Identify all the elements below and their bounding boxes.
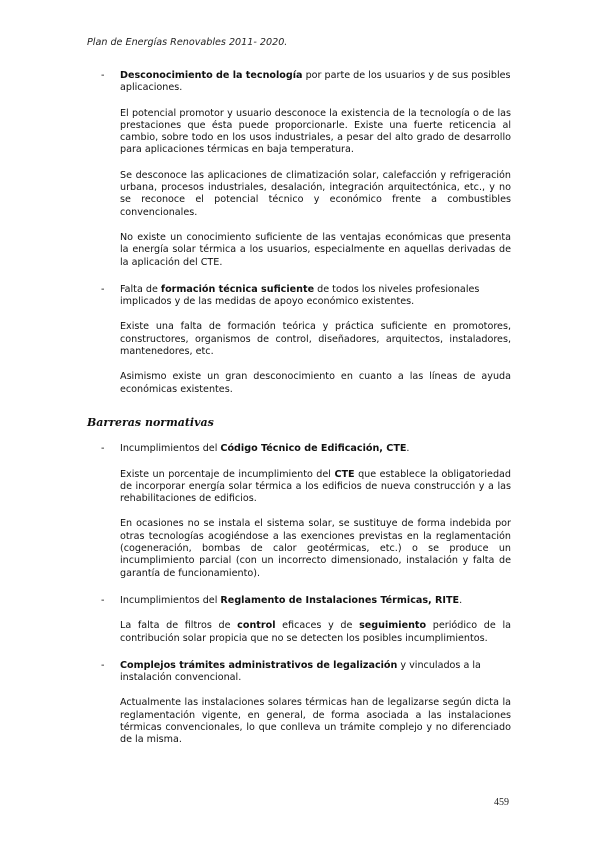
paragraph: El potencial promotor y usuario desconoce la existencia de la tecnología o de las prestaciones que ésta puede proporcionarle. Existe una fuerte reticencia al cambio, sobre todo en los usos industriales, a pesar del alto grado de desarrollo para aplicaciones térmicas en baja temperatura. bbox=[120, 107, 511, 156]
bullet-dash: - bbox=[101, 443, 105, 455]
paragraph-text: La falta de filtros de bbox=[120, 620, 238, 632]
paragraph-text: periódico de la contribución solar propicia que no se detecten los posibles incumplimientos. bbox=[120, 620, 512, 644]
bullet-bold-text: Reglamento de Instalaciones Térmicas, RITE bbox=[220, 594, 460, 606]
bullet-text: de todos los niveles profesionales implicados y de las medidas de apoyo económico existentes. bbox=[120, 283, 480, 308]
page-body bbox=[87, 70, 511, 747]
bullet-bold-text: legalización bbox=[333, 659, 398, 671]
paragraph: En ocasiones no se instala el sistema solar, se sustituye de forma indebida por otras tecnologías acogiéndose a las exenciones previstas en la reglamentación (cogeneración, bombas de calor geotérmicas, etc.) o se produce un incumplimiento parcial (con un incorrecto dimensionado, instalación y falta de garantía de funcionamiento). bbox=[120, 518, 511, 579]
bullet-item-rite bbox=[87, 595, 511, 607]
bullet-dash: - bbox=[101, 594, 105, 606]
bullet-text: Incumplimientos del bbox=[120, 443, 221, 455]
paragraph-text: Existe un porcentaje de incumplimiento del bbox=[120, 468, 335, 480]
paragraph bbox=[87, 620, 511, 645]
paragraph: No existe un conocimiento suficiente de las ventajas económicas que presenta la energía solar térmica a los usuarios, especialmente en aquellas derivadas de la aplicación del CTE. bbox=[120, 231, 511, 268]
bullet-dash: - bbox=[101, 70, 105, 81]
paragraph: Actualmente las instalaciones solares térmicas han de legalizarse según dicta la reglamentación vigente, en general, de forma asociada a las instalaciones térmicas convencionales, lo que conlleva un trámite complejo y no diferenciado de la misma. bbox=[120, 697, 511, 746]
paragraph: Se desconoce las aplicaciones de climatización solar, calefacción y refrigeración urbana, procesos industriales, desalación, integración arquitectónica, etc., y no se reconoce el potencial técnico y económico frente a combustibles convencionales. bbox=[120, 169, 511, 218]
section-heading: Barreras normativas bbox=[87, 415, 214, 429]
paragraph bbox=[87, 469, 511, 506]
running-header: Plan de Energías Renovables 2011- 2020. bbox=[87, 37, 288, 48]
bullet-text: Falta de bbox=[120, 283, 161, 295]
paragraph-text: que establece la obligatoriedad de incorporar energía solar térmica a los edificios de nueva construcción y a las rehabilitaciones de edificios. bbox=[120, 468, 511, 505]
bullet-text: Incumplimientos del bbox=[120, 594, 221, 606]
bullet-bold-text: Complejos trámites administrativos de bbox=[120, 659, 334, 671]
bullet-bold-text: Código Técnico de Edificación, CTE bbox=[220, 443, 407, 455]
bullet-text: . bbox=[406, 443, 410, 455]
bullet-item-cte bbox=[87, 443, 511, 455]
bullet-item-formacion bbox=[87, 284, 511, 309]
bullet-bold-text: Desconocimiento de la tecnología bbox=[120, 70, 303, 81]
bullet-item-tramites bbox=[87, 660, 511, 685]
bullet-bold-text: formación técnica suficiente bbox=[160, 283, 315, 295]
paragraph-text: eficaces y de bbox=[275, 620, 360, 632]
paragraph-bold-text: control bbox=[237, 620, 276, 632]
bullet-dash: - bbox=[101, 659, 105, 671]
paragraph-bold-text: seguimiento bbox=[359, 620, 427, 632]
paragraph: Existe una falta de formación teórica y práctica suficiente en promotores, constructores, organismos de control, diseñadores, arquitectos, instaladores, mantenedores, etc. bbox=[120, 321, 511, 358]
bullet-item-desconocimiento bbox=[87, 70, 511, 95]
paragraph-bold-text: CTE bbox=[334, 468, 355, 480]
bullet-dash: - bbox=[101, 283, 105, 295]
bullet-text: y vinculados a la instalación convencional. bbox=[120, 659, 481, 684]
page-number: 459 bbox=[494, 797, 509, 808]
bullet-text: . bbox=[459, 594, 463, 606]
paragraph: Asimismo existe un gran desconocimiento en cuanto a las líneas de ayuda económicas existentes. bbox=[120, 371, 511, 395]
bullet-text: por parte de los usuarios y de sus posibles aplicaciones. bbox=[120, 70, 511, 94]
